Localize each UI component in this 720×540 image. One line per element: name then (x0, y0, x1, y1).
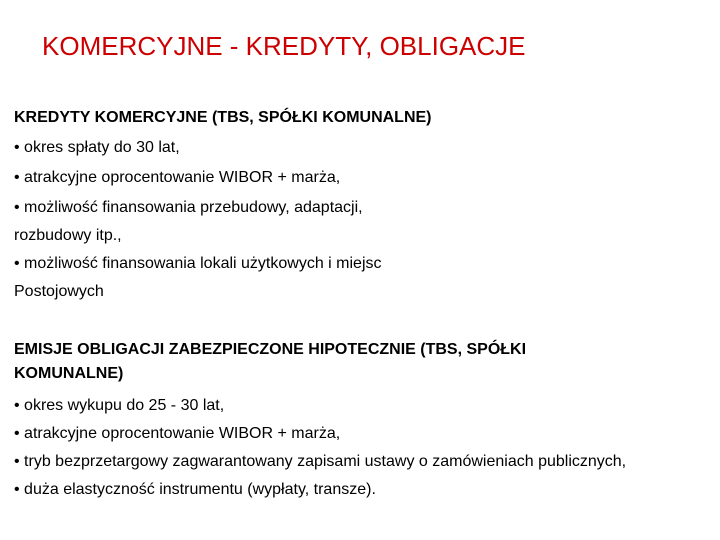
section1-line-3: • możliwość finansowania przebudowy, adaptacji, (14, 199, 363, 216)
section2-line-3: • tryb bezprzetargowy zagwarantowany zapisami ustawy o zamówieniach publicznych, (14, 453, 627, 470)
section2-heading-line-1: EMISJE OBLIGACJI ZABEZPIECZONE HIPOTECZNIE (TBS, SPÓŁKI (14, 341, 527, 358)
section1-heading: KREDYTY KOMERCYJNE (TBS, SPÓŁKI KOMUNALNE) (14, 109, 432, 126)
section1-line-1: • okres spłaty do 30 lat, (14, 139, 180, 156)
section1-line-6: Postojowych (14, 283, 104, 300)
section2-heading-line-2: KOMUNALNE) (14, 365, 124, 382)
slide-title: KOMERCYJNE - KREDYTY, OBLIGACJE (42, 31, 526, 61)
section2-line-1: • okres wykupu do 25 - 30 lat, (14, 397, 225, 414)
section1-line-2: • atrakcyjne oprocentowanie WIBOR + marża, (14, 169, 341, 186)
section2-line-2: • atrakcyjne oprocentowanie WIBOR + marża, (14, 425, 341, 442)
section2-line-4: • duża elastyczność instrumentu (wypłaty, transze). (14, 481, 376, 498)
section1-line-4: rozbudowy itp., (14, 227, 122, 244)
section1-line-5: • możliwość finansowania lokali użytkowych i miejsc (14, 255, 382, 272)
